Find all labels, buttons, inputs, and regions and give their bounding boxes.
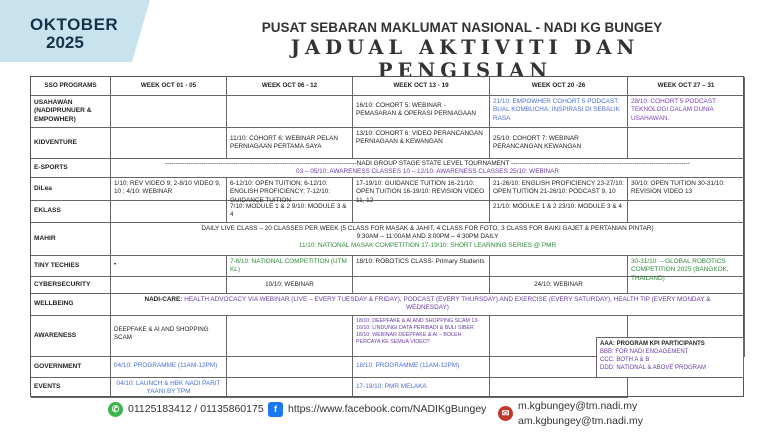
column-header: WEEK OCT 20 -26 — [490, 77, 628, 96]
schedule-cell: 21/10: EMPOWHER COHORT 5 PODCAST: BUAL KOMBUCHA: INSPIRASI DI SEBALIK RASA — [490, 96, 628, 128]
mahir-times: 9:30AM – 11:00AM AND 3:00PM – 4:30PM DAILY — [356, 233, 499, 241]
schedule-span-cell — [111, 159, 745, 178]
schedule-cell — [227, 378, 353, 398]
schedule-cell: 25/10: COHORT 7: WEBINAR PERANCANGAN KEWANGAN — [490, 128, 628, 159]
column-header: WEEK OCT 06 - 12 — [227, 77, 353, 96]
schedule-cell: 17-19/10: GUIDANCE TUITION 16-21/10: OPEN TUITION 16-19/10: REVISION VIDEO 11, 12 — [353, 178, 490, 201]
schedule-span-cell — [111, 223, 745, 256]
program-label: E-SPORTS — [31, 159, 111, 178]
schedule-cell — [111, 201, 227, 223]
program-label: GOVERNMENT — [31, 357, 111, 378]
schedule-cell: 04/10: PROGRAMME (11AM-12PM) — [111, 357, 227, 378]
schedule-cell — [490, 378, 628, 398]
schedule-cell: 18/10: DEEPFAKE & AI AND SHOPPING SCAM 13-16/10: LINDUNGI DATA PERIBADI & BULI SIBER 18/10: WEBINAR DEEPFAKE & AI – BOLEH PERCAYA KE SEMUA VIDEO? — [353, 316, 490, 357]
schedule-cell: 7/10: MODULE 1 & 2 9/10: MODULE 3 & 4 — [227, 201, 353, 223]
column-header: SSO PROGRAMS — [31, 77, 111, 96]
schedule-cell: 7-8/10: NATIONAL COMPETITION (UTM KL) — [227, 256, 353, 277]
month-label: OKTOBER — [30, 15, 119, 34]
schedule-cell: 6-12/10: OPEN TUITION; 6-12/10: ENGLISH PROFICIENCY; 7-12/10: GUIDANCE TUITION — [227, 178, 353, 201]
mahir-classes: DAILY LIVE CLASS – 20 CLASSES PER WEEK (5 CLASS FOR MASAK & JAHIT, 4 CLASS FOR FOTO, 3 CLASS FOR BAIKI GAJET & PERTANIAN PINTAR) — [201, 225, 654, 232]
program-label: EVENTS — [31, 378, 111, 398]
schedule-cell — [353, 277, 490, 294]
program-label: KIDVENTURE — [31, 128, 111, 159]
program-label: AWARENESS — [31, 316, 111, 357]
email-secondary[interactable]: am.kgbungey@tm.nadi.my — [518, 415, 644, 427]
footer — [0, 398, 768, 432]
page-subtitle: JADUAL AKTIVITI DAN PENGISIAN — [290, 36, 640, 82]
program-label: CYBERSECURITY — [31, 277, 111, 294]
schedule-cell — [490, 256, 628, 277]
program-label: USAHAWAN (NADIPRUNUER & EMPOWHER) — [31, 96, 111, 128]
phone-numbers[interactable]: 01125183412 / 01135860175 — [128, 403, 264, 415]
schedule-cell: 10/10: WEBINAR — [227, 277, 353, 294]
schedule-cell — [227, 357, 353, 378]
column-header: WEEK OCT 01 - 05 — [111, 77, 227, 96]
schedule-cell: 16/10: COHORT 5: WEBINAR - PEMASARAN & OPERASI PERNIAGAAN — [353, 96, 490, 128]
schedule-cell: 24/10: WEBINAR — [490, 277, 628, 294]
schedule-cell — [227, 96, 353, 128]
schedule-cell — [353, 201, 490, 223]
mahir-competition: 11/10: NATIONAL MASAK COMPETITION 17-19/10: SHORT LEARNING SERIES @ PMR — [298, 241, 557, 249]
schedule-cell: 30/10: OPEN TUITION 30-31/10: REVISION VIDEO 13 — [628, 178, 745, 201]
schedule-cell: 11/10: COHORT 6: WEBINAR PELAN PERNIAGAAN PERTAMA SAYA — [227, 128, 353, 159]
schedule-span-cell — [111, 294, 745, 316]
schedule-cell: 28/10: COHORT 5 PODCAST: TEKNOLOGI DALAM DUNIA USAHAWAN. — [628, 96, 745, 128]
program-label: WELLBEING — [31, 294, 111, 316]
program-label: TINY TECHIES — [31, 256, 111, 277]
schedule-cell — [227, 316, 353, 357]
schedule-cell: 18/10: ROBOTICS CLASS- Primary Students — [353, 256, 490, 277]
facebook-link[interactable]: https://www.facebook.com/NADIKgBungey — [288, 403, 487, 415]
schedule-cell: 21-26/10: ENGLISH PROFICIENCY 23-27/10: OPEN TUITION 21-26/10: PODCAST 9, 10 — [490, 178, 628, 201]
program-label: EKLASS — [31, 201, 111, 223]
schedule-cell: 30-31/10: – GLOBAL ROBOTICS COMPETITION 2025 (BANGKOK, THAILAND) — [628, 256, 745, 277]
column-header: WEEK OCT 27 – 31 — [628, 77, 745, 96]
schedule-cell — [111, 96, 227, 128]
kpi-legend — [596, 337, 744, 378]
esports-tournament: ------------------------------------------------------------------------------------------NADI GROUP STAGE STATE LEVEL TOURNAMENT ------------------------------------------------------------------------------------ — [165, 160, 690, 167]
column-header: WEEK OCT 13 - 19 — [353, 77, 490, 96]
schedule-cell — [628, 128, 745, 159]
schedule-cell: 04/10: LAUNCH & HBK NADI PARIT YAANI BY TPM — [111, 378, 227, 398]
kpi-legend-bbb: BBB: FOR NADI ENGAGEMENT — [600, 349, 689, 356]
mail-icon: ✉ — [498, 406, 513, 421]
program-label: DiLea — [31, 178, 111, 201]
kpi-legend-ddd: DDD: NATIONAL & ABOVE PROGRAM — [600, 365, 707, 372]
schedule-cell — [628, 201, 745, 223]
wellbeing-prefix: NADI-CARE: — [144, 296, 185, 303]
esports-classes: 03 – 05/10: AWARENESS CLASSES 10 – 12/10: AWARENESS CLASSES 25/10: WEBINAR — [296, 168, 559, 176]
schedule-cell: 17-19/10: PMR MELAKA — [353, 378, 490, 398]
program-label: MAHIR — [31, 223, 111, 256]
schedule-cell: DEEPFAKE & AI AND SHOPPING SCAM — [111, 316, 227, 357]
schedule-cell — [111, 128, 227, 159]
email-primary[interactable]: m.kgbungey@tm.nadi.my — [518, 400, 638, 412]
wellbeing-text: HEALTH ADVOCACY VIA WEBINAR (LIVE – EVERY TUESDAY & FRIDAY), PODCAST (EVERY THURSDAY) AND EXERCISE (EVERY SATURDAY), HEALTH TIP (EVERY MONDAY & WEDNESDAY) — [184, 296, 711, 312]
page-title: PUSAT SEBARAN MAKLUMAT NASIONAL - NADI KG BUNGEY — [261, 20, 663, 35]
schedule-cell — [628, 277, 745, 294]
schedule-cell: 21/10: MODULE 1 & 2 23/10: MODULE 3 & 4 — [490, 201, 628, 223]
schedule-cell: 13/10: COHORT 6: VIDEO PERANCANGAN PERNIAGAAN & KEWANGAN — [353, 128, 490, 159]
schedule-cell: 18/10: PROGRAMME (11AM-12PM) — [353, 357, 490, 378]
facebook-icon: f — [268, 402, 283, 417]
kpi-legend-ccc: CCC: BOTH A & B — [600, 357, 650, 364]
schedule-cell: • — [111, 256, 227, 277]
schedule-cell — [111, 277, 227, 294]
year-label: 2025 — [46, 33, 84, 52]
kpi-legend-title: AAA: PROGRAM KPI PARTICIPANTS — [600, 341, 705, 347]
whatsapp-icon: ✆ — [108, 402, 123, 417]
schedule-cell: 1/10: REV VIDEO 9; 2-8/10 VIDEO 9, 10 ; 4/10: WEBINAR — [111, 178, 227, 201]
